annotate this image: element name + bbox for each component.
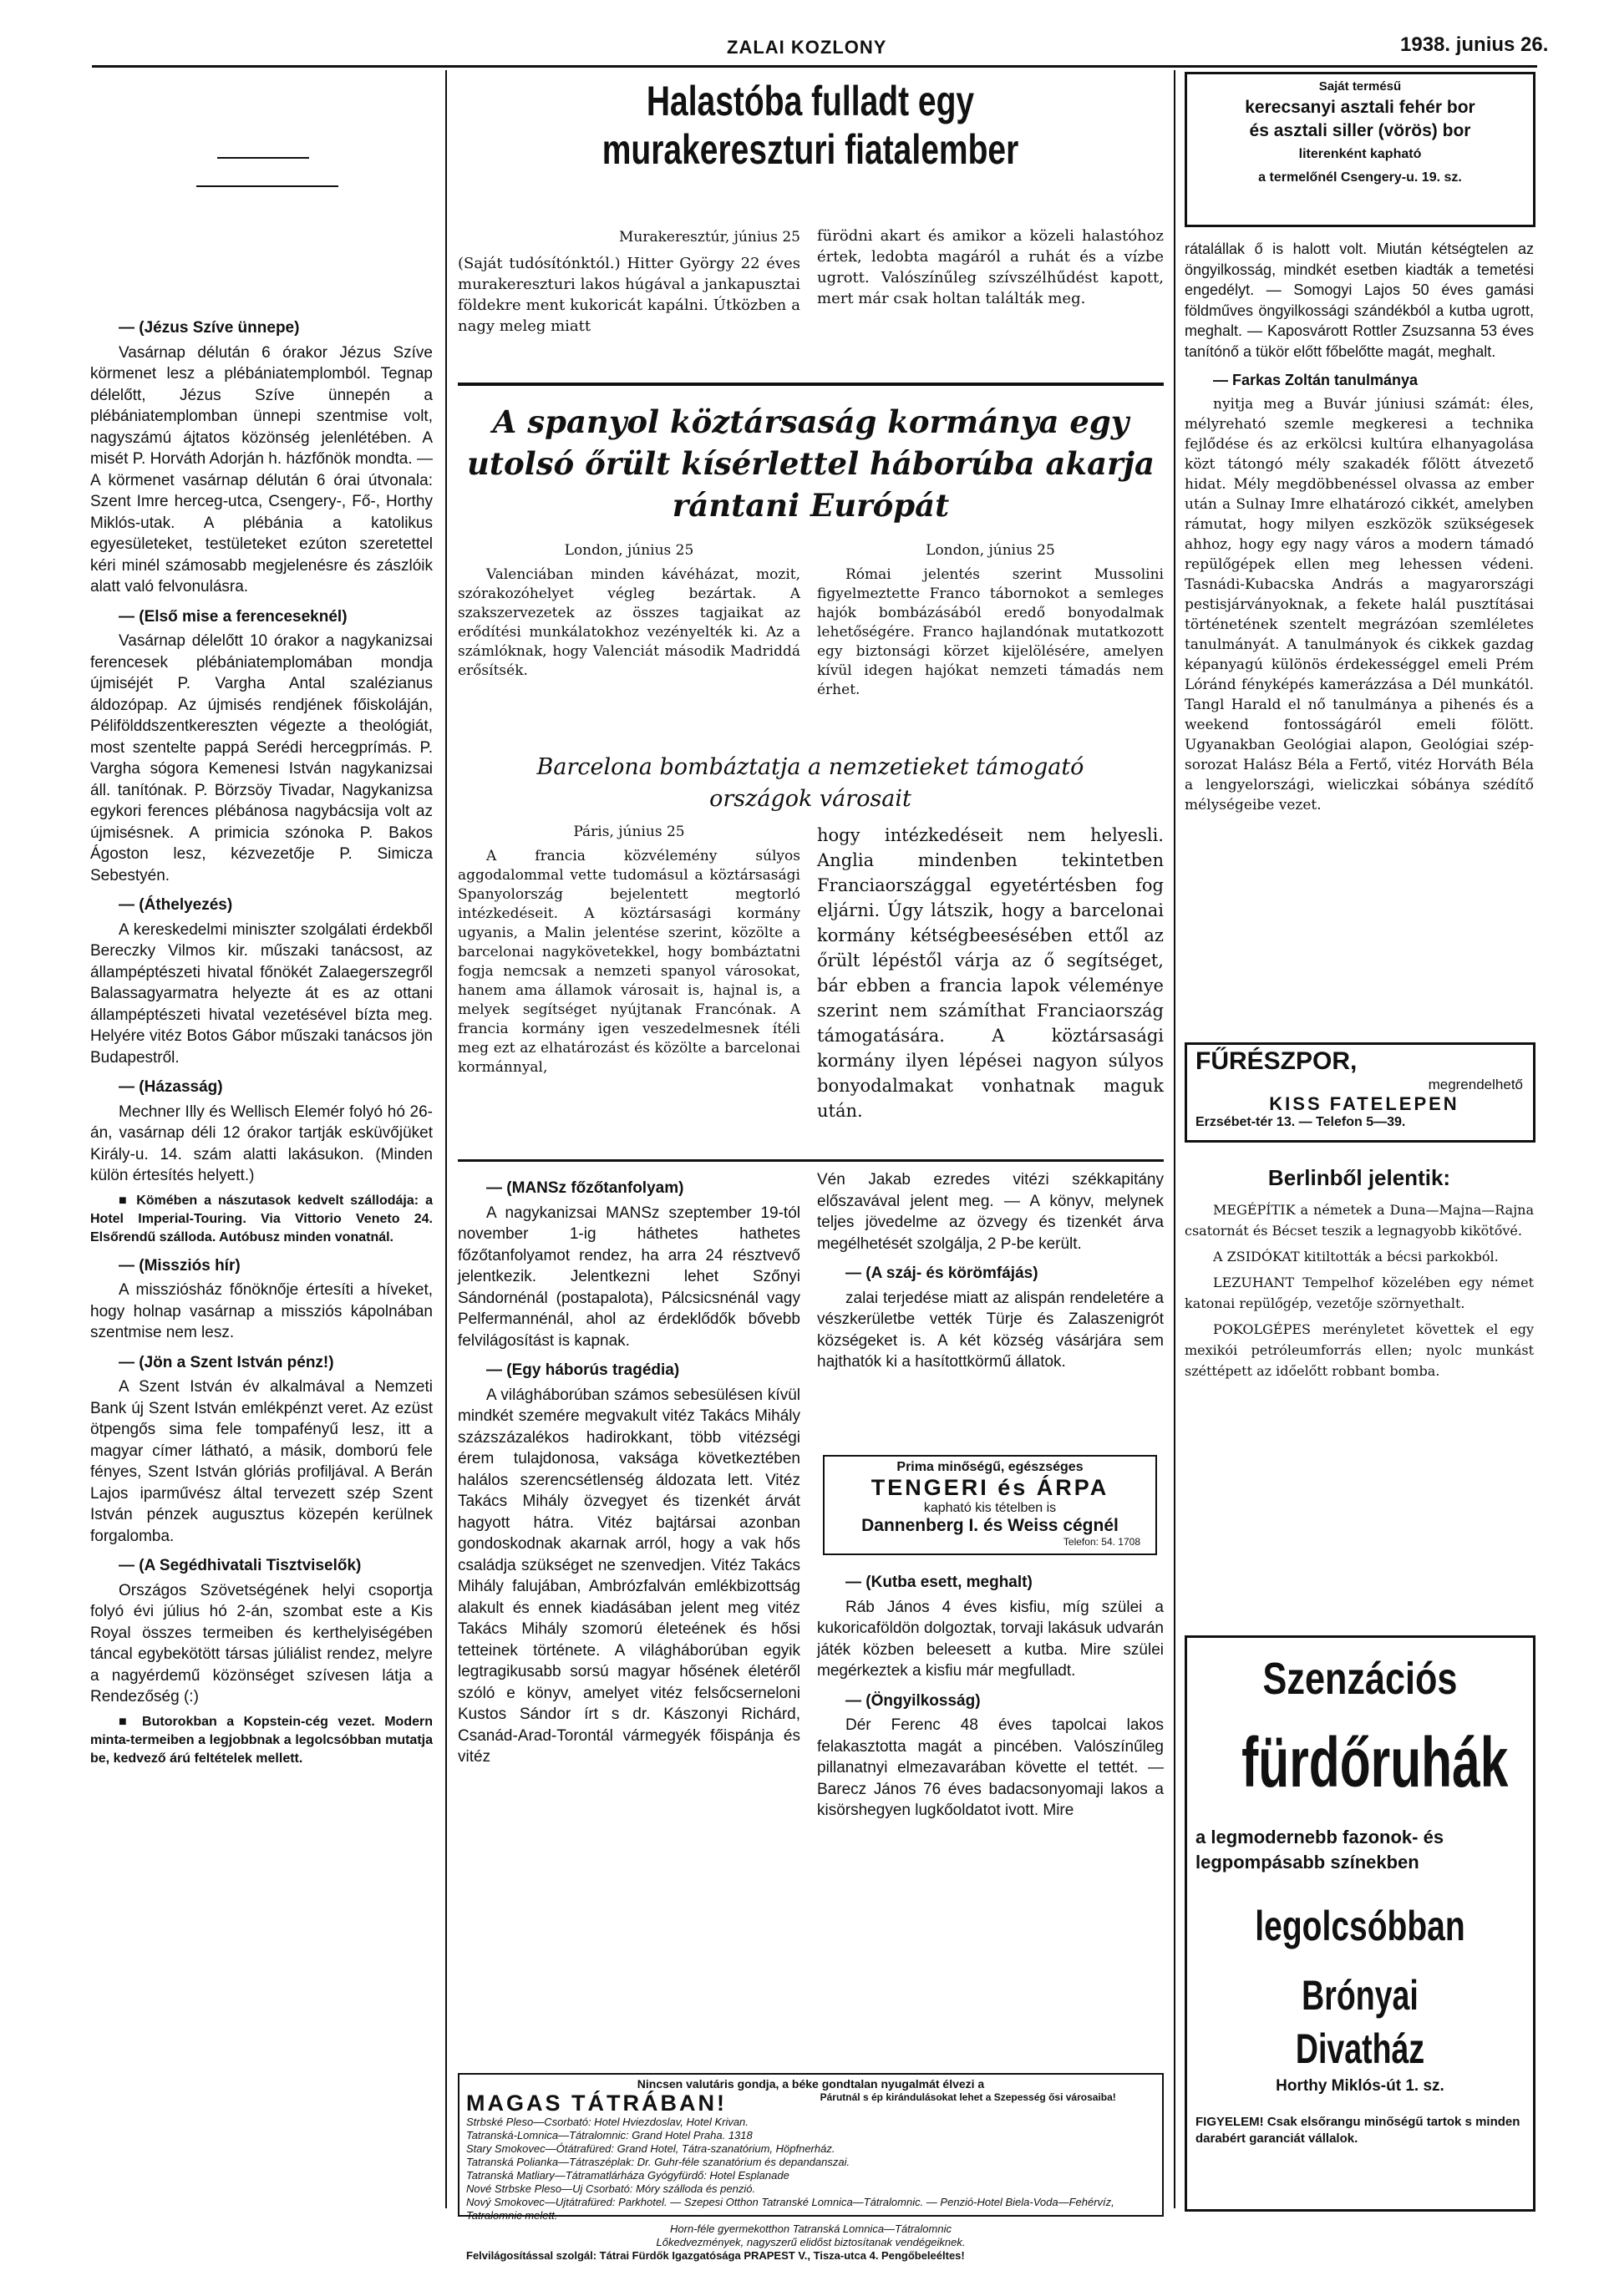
ad-line: Tatranská Matliary—Tátramatlárháza Gyógyfürdő: Hotel Esplanade [466,2169,789,2182]
ad-line: Párutnál s ép kirándulásokat lehet a Szepesség ősi városaiba! [820,2091,1116,2103]
ad-line: Prima minőségű, egészséges [896,1460,1084,1474]
article-title: — (Áthelyezés) [119,896,233,914]
section-rule [458,1159,1164,1162]
ad-line: Dannenberg I. és Weiss cégnél [861,1516,1119,1535]
article-title: — Farkas Zoltán tanulmánya [1213,372,1419,388]
article-text: nyitja meg a Buvár júniusi számát: éles, mélyreható szemle megkeresi a technika fejlődése és az erkölcsi kultúra elhanyagolása közt tátongó mély szakadék főlött átvezető hidat. Mély megdöbbenéssel olvassa az ember után a Sulnay Imre elhatározó cikkét, amelyben rámutat, hogy milyen eszközök szükségesek ahhoz, hogy egy nagy város a modern támadó repülőgépek ellen meg lehessen védeni. Tasnádi-Kubacska András a magyarországi pestisjárványoknak, a fekete halál pusztításai történetének szentelt megrázóan szemléletes tanulmányát. A tanulmányok és cikkek gazdag képanyagú különös érdekességgel emeli Prém Lóránd fényképés kamerázzása a Dél munkától. Tangl Harald el nő tanulmánya a pihenés és a weekend fontosságáról emeli fölött. Ugyanakban Geológiai alapon, Geológiai szép-sorozat Halász Béla a Fertő, vitéz Horváth Béla a lengyelországi, wieliczkai sóbánya szédítő mélységeibe vezet. [1185,395,1534,813]
news-item: LEZUHANT Tempelhof közelében egy német katonai repülőgép, vezetője szörnyethalt. [1185,1275,1534,1311]
decor-rule [196,185,338,187]
ad-line: a legmodernebb fazonok- és legpompásabb színekben [1195,1827,1444,1873]
column-3 [1185,239,1534,820]
article-text: A nagykanizsai MANSz szeptember 19-tól november 1-ig háthetes hathetes főzőtanfolyamot rendez, ha arra 24 résztvevő jelentkezik. Jelentkezni lehet Szőnyi Sándornénál (postapalota), Pálcsicsnénál vagy Pelfermannénál, ahol az érdeklődők bővebb felvilágosítást is kapnak. [458,1204,800,1350]
ad-tatra [458,2073,1164,2262]
article-title: — (Első mise a ferenceseknél) [119,607,348,626]
news-item: POKOLGÉPES merényletet követtek el egy mexikói petróleumforrás ellen; nyolc munkást széttépett az időelőtt robbant bomba. [1185,1321,1534,1379]
ad-line: Lőkedvezmények, nagyszerű elidőst biztosítanak vendégeiknek. [656,2236,966,2248]
article-text: hogy intézkedéseit nem helyesli. Anglia mindenben tekintetben Franciaországgal egyetértésben fog eljárni. Úgy látszik, hogy a barcelonai kormány kétségbeesésében ettől az őrült lépéstől várja az ő segítséget, bár ebben a francia lapok véleménye szerint nem számíthat Franciaország támogatására. A köztársasági kormány ilyen lépései nagyon súlyos bonyodalmakat vonhatnak maguk után. [817,825,1164,1121]
ad-wine [1185,72,1535,227]
article-title: — (A Segédhivatali Tisztviselők) [119,1557,362,1574]
article-text: Mechner Illy és Wellisch Elemér folyó hó 26-án, vasárnap déli 12 órakor tartják esküvőjüket Király-u. 14. szám alatti lakásukon. (Minden külön értesítés helyett.) [90,1102,433,1184]
article-text: A francia közvélemény súlyos aggodalommal vette tudomásul a köztársasági Spanyolország bejelentett megtorló intézkedéseit. A köztársasági kormány ugyanis, a Malin jelentése szerint, közölte a barcelonai nagykövetekkel, hogy bombáztatni fogja nemcsak a nemzeti spanyol városokat, hanem ama államok városait is, hajnal is, a melyek segítséget nyújtanak Francónak. A francia kormány igen veszedelmesnek ítéli meg ezt az elhatározást és közölte a barcelonai kormánnyal, [458,848,800,1076]
dateline: Páris, június 25 [573,824,685,840]
column-2b-lower [817,1564,1164,1827]
headline-drowning: Halastóba fulladt egy murakereszturi fiatalember [602,78,1019,173]
article-title: — (Kutba esett, meghalt) [845,1574,1033,1591]
headline-spain: A spanyol köztársaság kormánya egy utolsó őrült kísérlettel háborúba akarja rántani Európát [466,403,1155,524]
article-title: — (Jézus Szíve ünnepe) [119,319,300,337]
ad-line: Horthy Miklós-út 1. sz. [1276,2077,1444,2095]
column-2a [458,1169,800,1773]
article-spain-left [458,541,800,686]
furniture-notice: ■ Butorokban a Kopstein-cég vezet. Modern minta-termeiben a legjobbnak a legolcsóbban mutatja be, kedvező árú feltételek mellett. [90,1714,433,1766]
article-text: zalai terjedése miatt az alispán rendeletére a vészkerületbe vették Türje és Zalaszenigrót községeket is. A két község vásárjára sem hajthatók ki a hasítottkörmű állatok. [817,1289,1164,1371]
article-title: — (Egy háborús tragédia) [486,1361,680,1379]
ad-line: a termelőnél Csengery-u. 19. sz. [1258,170,1462,185]
ad-swimwear [1185,1635,1535,2212]
article-drowning-left [458,227,800,342]
ad-line: Saját termésű [1318,79,1402,94]
article-text: rátalállak ő is halott volt. Miután kétségtelen az öngyilkosság, mindkét esetben kiadták a temetési engedélyt. — Somogyi Lajos 50 éves gamási földműves öngyilkossági szándékból a kutba ugrott, meghalt. — Kaposvárott Rottler Zsuzsanna 53 éves tanítónő a tükör előtt főbelőtte magát, meghalt. [1185,241,1534,360]
masthead-paper: ZALAI KOZLONY [727,37,887,58]
article-text: Vasárnap délután 6 órakor Jézus Szíve körmenet lesz a plébániatemplomból. Tegnap délelőtt, Jézus Szíve ünnepén a plébániatemplomban ünnepi szentmise volt, nagyszámú ájtatos közönség jelenlétében. A misét P. Horváth Adorján h. házfőnök mondta. — A körmenet vasárnap délután 6 órai útvonala: Szent Imre herceg-utca, Csengery-, Fő-, Horthy Miklós-utak. A plébánia a katolikus egyesületeket, testületeket ezúton szeretettel kéri minél számosabb megjelenésre és zászlóik alatt való felvonulásra. [90,343,433,596]
decor-rule [217,157,309,159]
dateline: Murakeresztúr, június 25 [618,229,800,246]
masthead-date: 1938. junius 26. [1400,33,1549,56]
news-item: MEGÉPÍTIK a németek a Duna—Majna—Rajna csatornát és Bécset teszik a legnagyobb kikötővé. [1185,1202,1534,1239]
dateline: London, június 25 [926,542,1055,559]
ad-line: Felvilágosítással szolgál: Tátrai Fürdők Igazgatósága PRAPEST V., Tisza-utca 4. Pengőbeleéltes! [466,2249,965,2262]
article-title: — (Házasság) [119,1078,223,1096]
ad-line: KISS FATELEPEN [1269,1093,1459,1114]
article-title: — (Öngyilkosság) [845,1691,981,1710]
ad-line: Nové Strbske Pleso—Uj Csorbató: Móry szálloda és penzió. [466,2182,756,2195]
column-2b [817,1169,1164,1378]
article-text: Országos Szövetségének helyi csoportja folyó évi július hó 2-án, szombat este a Kis Royal összes termeiben és kerthelyiségében táncal egybekötött társas júliálist rendez, melyre a nagyérdemű közönséget szívesen látja a Rendezőség (:) [90,1581,433,1706]
ad-line: megrendelhető [1428,1077,1523,1092]
ad-line: és asztali siller (vörös) bor [1249,121,1471,140]
ad-line: Erzsébet-tér 13. — Telefon 5—39. [1195,1115,1406,1129]
ad-line: Stary Smokovec—Ótátrafüred: Grand Hotel, Tátra-szanatórium, Höpfnerház. [466,2142,835,2155]
article-text: A missziósház főnöknője értesíti a híveket, hogy holnap vasárnap a missziós kápolnában szentmise nem lesz. [90,1281,433,1341]
ad-line: Brónyai Divatház [1295,1972,1425,2072]
article-title: — (Jön a Szent István pénz!) [119,1353,334,1371]
headline-barcelona: Barcelona bombáztatja a nemzetieket támogató országok városait [536,754,1084,812]
article-title: — (MANSz főzőtanfolyam) [486,1179,684,1197]
ad-line: MAGAS TÁTRÁBAN! [466,2091,727,2116]
ad-line: kapható kis tételben is [923,1501,1057,1515]
ad-line: Tatranská-Lomnica—Tátralomnic: Grand Hotel Praha. 1318 [466,2129,753,2141]
ad-line: Strbské Pleso—Csorbató: Hotel Hviezdoslav, Hotel Krivan. [466,2116,749,2128]
ad-furesz [1185,1042,1535,1143]
ad-line: legolcsóbban [1255,1903,1465,1949]
column-1 [90,309,433,1773]
article-text: A kereskedelmi miniszter szolgálati érdekből Bereczky Vilmos kir. műszaki tanácsost, az állampéptészeti hivatal főnökét Zalaegerszegről Balassagyarmatra helyezte át es az ottani állampéptészeti hivatal vezetésével bízta meg. Helyére vitéz Botos Gábor műszaki tanácsos jön Budapestről. [90,920,433,1067]
ad-line: Telefon: 54. 1708 [1063,1536,1140,1548]
ad-line: TENGERI és ÁRPA [871,1475,1109,1500]
ad-line: Tatranská Polianka—Tátraszéplak: Dr. Guhr-féle szanatórium és depandanszai. [466,2156,850,2168]
masthead-rule [92,65,1537,68]
column-3-news [1185,1161,1534,1386]
article-text: A világháborúban számos sebesülésen kívül mindkét szemére megvakult vitéz Takács Mihály százszázalékos hadirokkant, több vitézségi érem tulajdonosa, vakságа következtében halálos szerencsétlenség áldozata lett. Vitéz Takács Mihály özvegyet és tizenkét árvát hagyott hátra. Vitéz bajtársai azonban gondoskodnak akarnak arról, hogy a vak hős családja szükséget ne szenvedjen. Vitéz Takács Mihály falujában, Ambrózfalván emlékbizottság alakult és ennek kiadásában jelent meg vitéz Takács Mihály szomorú életeének és hősi tetteinek története. A világháborúban egyik legtragikusabb sorsú magyar hősének életéről szóló e könyv, amelyet vitéz felsőcserneloni Kustos Sándor írt s dr. Kászonyi Richárd, Csanád-Arad-Torontál vármegyék főispánja és vitéz [458,1386,800,1766]
article-text: A Szent István év alkalmával a Nemzeti Bank új Szent István emlékpénzt veret. Az ezüst ötpengős sima fele tompafényű lesz, itt a magyar címer látható, a másik, domború fele fényes, Szent István glóriás profiljával. A Berán Lajos iparművész által tervezett szép Szent István pénzek augusztus közepén kerülnek forgalomba. [90,1378,433,1545]
ad-line: FIGYELEM! Csak elsőrangu minőségű tartok s minden darabért garanciát vállalok. [1195,2115,1520,2146]
dateline: London, június 25 [564,542,694,559]
ad-line: Nový Smokovec—Ujtátrafüred: Parkhotel. — Szepesi Otthon Tatranské Lomnica—Tátralomnic. — Penzió-Hotel Biela-Voda—Fehérvíz, Tatralomnic melett. [466,2196,1114,2222]
ad-line: kerecsanyi asztali fehér bor [1245,98,1475,117]
ad-tengeri [823,1455,1157,1555]
article-barcelona-right [817,823,1164,1128]
article-text: Római jelentés szerint Mussolini figyelmeztette Franco tábornokot a semleges hajók bombázásából eredő bonyodalmak lehetőségére. Franco hajlandónak mutatkozott egy biztonsági körzet kijelölésére, amelyen kívül idegen hajókat nemzeti támadás nem érhet. [817,566,1164,698]
ad-line: literenként kapható [1298,147,1422,161]
ad-line: Szenzációs [1262,1654,1458,1704]
article-title: — (A száj- és körömfájás) [845,1265,1038,1282]
article-barcelona-left [458,823,800,1082]
article-drowning-right [817,226,1164,314]
article-text: Vén Jakab ezredes vitézi székkapitány előszavával jelent meg. — A könyv, melynek teljes jövedelme az özvegy és tizenkét árva megélhetését szolgálja, 2 P-be került. [817,1171,1164,1253]
article-spain-right [817,541,1164,705]
ad-line: Nincsen valutáris gondja, a béke gondtalan nyugalmát élvezi a [637,2077,985,2091]
article-title: — (Missziós hír) [119,1256,241,1275]
ad-line: fürdőruhák [1241,1723,1509,1802]
article-text: Dér Ferenc 48 éves tapolcai lakos felakasztotta magát a pincében. Valószínűleg pillanatnyi elmezavarában követte el tettét. — Barecz János 76 éves badacsonyomaji lakos a kisörshegyen lugkőoldatot ivott. Mire [817,1716,1164,1819]
article-text: (Saját tudósítónktól.) Hitter György 22 éves murakereszturi lakos húgával a jankapusztai földekre ment kukoricát kapálni. Útközben a nagy meleg miatt [458,255,800,335]
column-rule-1 [445,70,447,2208]
ad-line: FŰRÉSZPOR, [1195,1047,1358,1075]
news-item: A ZSIDÓKAT kitiltották a bécsi parkokból. [1213,1249,1499,1265]
article-text: Ráb János 4 éves kisfiu, míg szülei a kukoricaföldön dolgoztak, torvaji lakásuk udvarán játék közben beleesett a kutba. Mire szülei megérkeztek a kisfiu már megfulladt. [817,1598,1164,1680]
column-rule-2 [1174,70,1175,2208]
ad-line: Horn-féle gyermekotthon Tatranská Lomnica—Tátralomnic [670,2223,952,2235]
article-text: Vasárnap délelőtt 10 órakor a nagykanizsai ferencesek plébániatemplomában mondja újmiséjét P. Vargha Antal szalézianus áldozópap. Az újmisés rendjének főiskoláján, Pélifölddszentkereszten végezte a theológiát, most szentelte pappá Serédi hercegprímás. P. Vargha sógora Kemenesi István nagykanizsai áll. tanítónak. P. Börzsöy Tivadar, Nagykanizsa egykori ferences plébánosa nagybácsija volt az újmisésnek. A primicia szónoka P. Bakos Ágoston lesz, kézvezetője P. Simicza Sebestyén. [90,632,433,884]
hotel-notice: ■ Kömében a nászutasok kedvelt szállodája: a Hotel Imperial-Touring. Via Vittorio Veneto 24. Elsőrendű szálloda. Autóbusz minden vonatnál. [90,1193,433,1244]
article-text: fürödni akart és amikor a közeli halastóhoz értek, ledobta magáról a ruhát és a vízbe ugrott. Valószínűleg szívszélhűdést kapott, mert már csak holtan találták meg. [817,227,1164,307]
article-text: Valenciában minden kávéházat, mozit, szórakozóhelyet végleg bezártak. A szakszervezetek az összes tagjaikat az erődítési munkálatokhoz vezényelték ki. Az a számlóknak, hogy Valenciát második Madriddá erősítsék. [458,566,800,679]
section-rule [458,383,1164,386]
article-title: Berlinből jelentik: [1267,1165,1451,1190]
